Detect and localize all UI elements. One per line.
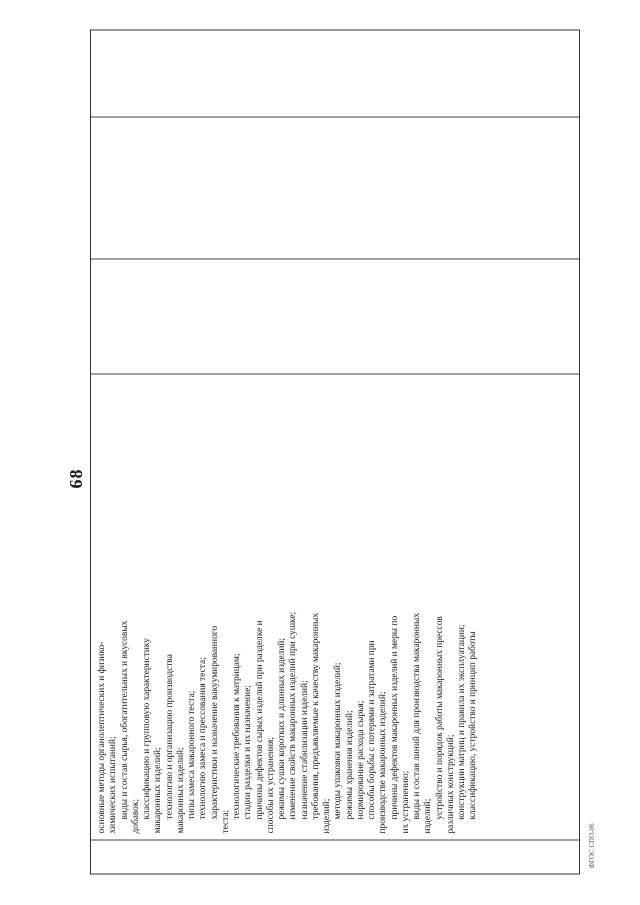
content-line: назначение стабилизации изделий; xyxy=(299,680,310,820)
content-line: виды и состав сырья, обогатительных и вкусовых xyxy=(119,620,130,820)
content-line: характеристики и назначение вакуумированного xyxy=(209,625,220,820)
table-column-disciplines xyxy=(91,117,579,259)
content-line: причины дефектов сырых изделий при разделке и xyxy=(254,620,265,820)
content-line: основные методы органолептических и физико- xyxy=(97,641,107,834)
table-column-index xyxy=(91,840,579,874)
content-line: методы упаковки макаронных изделий; xyxy=(333,662,344,820)
content-line: различных конструкций; xyxy=(445,734,456,834)
standards-table xyxy=(90,30,580,875)
content-line: технологические требования к матрицам; xyxy=(232,653,242,820)
page-number: 68 xyxy=(66,468,86,489)
content-line: добавок; xyxy=(130,798,141,834)
content-line: режимы хранения изделий; xyxy=(344,710,355,820)
table-column-competencies xyxy=(91,29,579,117)
content-line: изделий; xyxy=(322,798,332,834)
table-column-content xyxy=(91,374,579,840)
content-line: теста; xyxy=(220,809,231,834)
rotated-sheet xyxy=(60,30,596,875)
content-line: конструкции матриц и правила их эксплуатации; xyxy=(457,624,467,820)
content-line: технологию замеса и прессования теста; xyxy=(198,657,209,820)
content-line: технологию и организацию производства xyxy=(164,654,175,820)
content-line: макаронных изделий; xyxy=(153,747,164,834)
content-line: изменение свойств макаронных изделий при сушке; xyxy=(288,611,299,820)
content-line: классификацию и групповую характеристику xyxy=(142,638,152,820)
footer-note: ФГОС СПО-06 xyxy=(588,823,596,869)
content-line: виды и состав линий для производства макаронных xyxy=(412,612,422,820)
content-line: макаронных изделий; xyxy=(175,747,186,834)
content-line: способы их устранения; xyxy=(265,737,276,834)
content-line: причины дефектов макаронных изделий и меры по xyxy=(389,615,400,820)
content-line: производстве макаронных изделий; xyxy=(378,691,389,834)
content-line: типы замеса макаронного теста; xyxy=(187,690,197,820)
content-line: их устранению; xyxy=(400,770,411,834)
content-line: режимы сушки коротких и длинных изделий; xyxy=(277,638,287,820)
content-line: стадии разделки и их назначение; xyxy=(243,685,254,820)
content-line: способы борьбы с потерями и затратами при xyxy=(367,640,377,820)
content-line: изделий; xyxy=(423,798,434,834)
table-column-hours xyxy=(91,259,579,374)
content-line: химических испытаний; xyxy=(108,736,119,834)
content-line: классификацию, устройство и принцип работы xyxy=(468,631,479,820)
content-line: требования, предъявляемые к качеству макаронных xyxy=(310,613,321,820)
content-line: нормирование расхода сырья; xyxy=(355,700,366,820)
content-list xyxy=(97,381,480,834)
content-line: устройство и порядок работы макаронных прессов xyxy=(434,616,445,820)
